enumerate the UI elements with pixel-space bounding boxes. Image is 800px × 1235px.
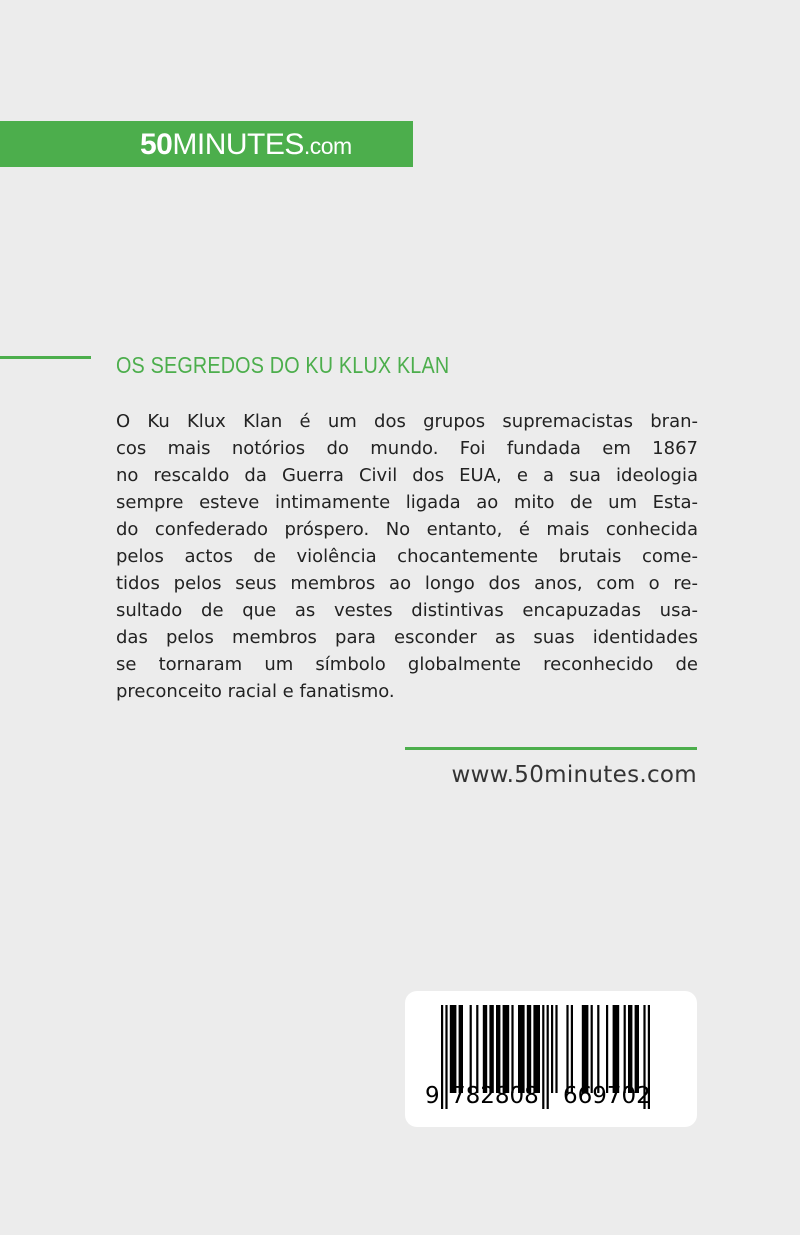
brand-suffix: .com: [303, 133, 352, 159]
barcode-bar-19: [571, 1005, 573, 1093]
barcode-bar-17: [555, 1005, 557, 1093]
book-description: [116, 408, 698, 705]
description-line: se tornaram um símbolo globalmente reconhecido de: [116, 654, 698, 675]
barcode-bar-20: [582, 1005, 589, 1093]
brand-word: MINUTES: [172, 128, 304, 161]
barcode-prefix: 9: [425, 1083, 440, 1109]
title-rule: [0, 356, 91, 359]
barcode-bar-12: [527, 1005, 531, 1093]
barcode-bar-13: [533, 1005, 540, 1093]
barcode-bar-27: [635, 1005, 639, 1093]
description-line: cos mais notórios do mundo. Foi fundada em 1867: [116, 438, 698, 459]
barcode-bar-16: [551, 1005, 553, 1093]
barcode-bar-22: [597, 1005, 599, 1093]
section-title: OS SEGREDOS DO KU KLUX KLAN: [116, 352, 450, 378]
description-line: tidos pelos seus membros ao longo dos anos, com o re-: [116, 573, 698, 594]
description-line: preconceito racial e fanatismo.: [116, 681, 395, 702]
barcode-bar-23: [606, 1005, 608, 1093]
barcode-bar-2: [450, 1005, 457, 1093]
website-rule: [405, 747, 697, 750]
brand-number: 50: [140, 128, 173, 161]
barcode-digits: [405, 1083, 697, 1113]
description-line: do confederado próspero. No entanto, é mais conhecida: [116, 519, 698, 540]
description-line: pelos actos de violência chocantemente brutais come-: [116, 546, 698, 567]
description-line: sempre esteve intimamente ligada ao mito de um Esta-: [116, 492, 698, 513]
barcode-bar-21: [591, 1005, 593, 1093]
brand-logo: [140, 121, 352, 167]
barcode-bar-9: [503, 1005, 510, 1093]
barcode-bar-4: [470, 1005, 472, 1093]
website-url[interactable]: www.50minutes.com: [451, 762, 697, 788]
barcode-bar-7: [489, 1005, 493, 1093]
description-line: O Ku Klux Klan é um dos grupos supremacistas bran-: [116, 411, 698, 432]
barcode-bar-3: [459, 1005, 463, 1093]
barcode-bar-6: [483, 1005, 487, 1093]
barcode-bar-8: [496, 1005, 500, 1093]
barcode-bar-11: [518, 1005, 525, 1093]
description-line: das pelos membros para esconder as suas identidades: [116, 627, 698, 648]
barcode-group-left: 782808: [451, 1083, 539, 1109]
barcode-bar-5: [476, 1005, 478, 1093]
barcode-group-right: 669702: [563, 1083, 651, 1109]
barcode-bar-18: [566, 1005, 568, 1093]
barcode-bar-24: [613, 1005, 620, 1093]
barcode-bar-25: [624, 1005, 626, 1093]
description-line: sultado de que as vestes distintivas encapuzadas usa-: [116, 600, 698, 621]
barcode-bar-26: [628, 1005, 632, 1093]
isbn-barcode: [405, 991, 697, 1127]
description-line: no rescaldo da Guerra Civil dos EUA, e a sua ideologia: [116, 465, 698, 486]
brand-band: [0, 121, 413, 167]
barcode-bar-10: [511, 1005, 513, 1093]
